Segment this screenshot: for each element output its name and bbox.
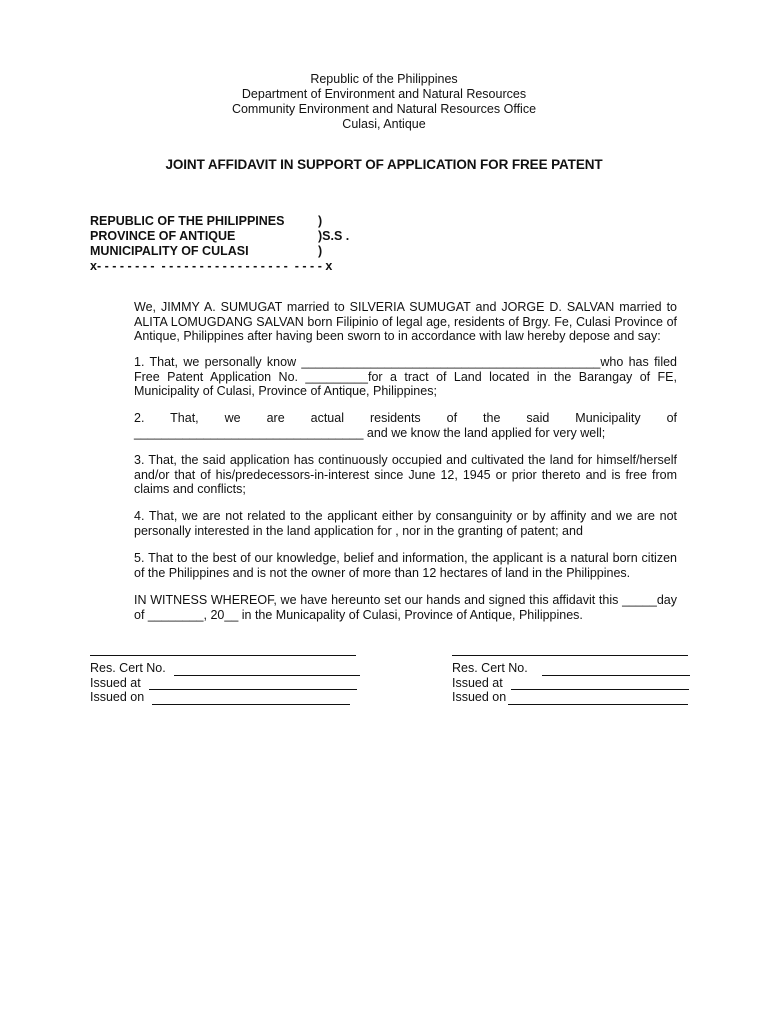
venue-row-province [90,229,349,244]
venue-mark: ) [318,244,323,258]
venue-separator: x- - - - - - - - - - - - - - - - - - - - - - - - - - - - - x [90,259,333,273]
res-cert-row [90,661,360,676]
res-cert-label: Res. Cert No. [90,661,166,675]
paragraph-item-2 [90,411,677,440]
venue-label: PROVINCE OF ANTIQUE [90,229,236,243]
paragraph-text: IN WITNESS WHEREOF, we have hereunto set our hands and signed this affidavit this _____day of ________, 20__ in the Municapality of Culasi, Province of Antique, Philippines. [134,593,677,622]
paragraph-text: 1. That, we personally know ___________________________________________who has filed Free Patent Application No. _________for a tract of Land located in the Barangay of FE, Municipality of Culasi, Province of Antique, Philippines; [134,355,677,398]
paragraph-text: 5. That to the best of our knowledge, belief and information, the applicant is a natural born citizen of the Philippines and is not the owner of more than 12 hectares of land in the Philippines. [134,551,677,580]
res-cert-blank [542,664,690,676]
header-line-office: Community Environment and Natural Resources Office [231,102,537,116]
paragraph-text: 3. That, the said application has continuously occupied and cultivated the land for himself/herself and/or that of his/predecessors-in-interest since June 12, 1945 or prior thereto and is free from claims and conflicts; [134,453,677,496]
document-header [0,72,768,132]
header-line-location: Culasi, Antique [342,117,426,131]
signature-line-right [452,655,688,656]
issued-at-blank [149,678,357,690]
issued-on-row [452,690,690,705]
cert-block-left [90,661,360,705]
issued-on-label: Issued on [452,690,507,704]
paragraph-item-5 [90,551,677,580]
issued-on-label: Issued on [90,690,145,704]
venue-mark: ) [318,214,323,228]
issued-at-row [90,676,360,691]
venue-row-republic [90,214,349,229]
paragraph-intro [90,300,677,344]
venue-block [90,214,349,274]
venue-label: REPUBLIC OF THE PHILIPPINES [90,214,285,228]
paragraph-witness [90,593,677,622]
res-cert-blank [174,664,360,676]
header-line-republic: Republic of the Philippines [310,72,458,86]
issued-on-blank [508,693,688,705]
paragraph-text: 2. That, we are actual residents of the said Municipality of _________________________________ and we know the land applied for very well; [134,411,677,440]
paragraph-text: We, JIMMY A. SUMUGAT married to SILVERIA SUMUGAT and JORGE D. SALVAN married to ALITA LOMUGDANG SALVAN born Filipinio of legal age, residents of Brgy. Fe, Culasi Province of Antique, Philippines after having been sworn to in accordance with law hereby depose and say: [134,300,677,343]
issued-at-label: Issued at [90,675,141,690]
issued-at-label: Issued at [452,675,503,690]
issued-at-blank [511,678,689,690]
issued-at-row [452,676,690,691]
res-cert-row [452,661,690,676]
document-title: JOINT AFFIDAVIT IN SUPPORT OF APPLICATION FOR FREE PATENT [165,157,603,172]
paragraph-text: 4. That, we are not related to the applicant either by consanguinity or by affinity and we are not personally interested in the land application for , nor in the granting of patent; and [134,509,677,538]
issued-on-blank [152,693,350,705]
cert-block-right [452,661,690,705]
signature-line-left [90,655,356,656]
res-cert-label: Res. Cert No. [452,661,528,675]
header-line-department: Department of Environment and Natural Resources [241,87,527,101]
venue-label: MUNICIPALITY OF CULASI [90,244,249,258]
paragraph-item-1 [90,355,677,399]
issued-on-row [90,690,360,705]
paragraph-item-3 [90,453,677,497]
venue-row-municipality [90,244,349,259]
venue-mark: )S.S . [318,229,350,243]
paragraph-item-4 [90,509,677,538]
